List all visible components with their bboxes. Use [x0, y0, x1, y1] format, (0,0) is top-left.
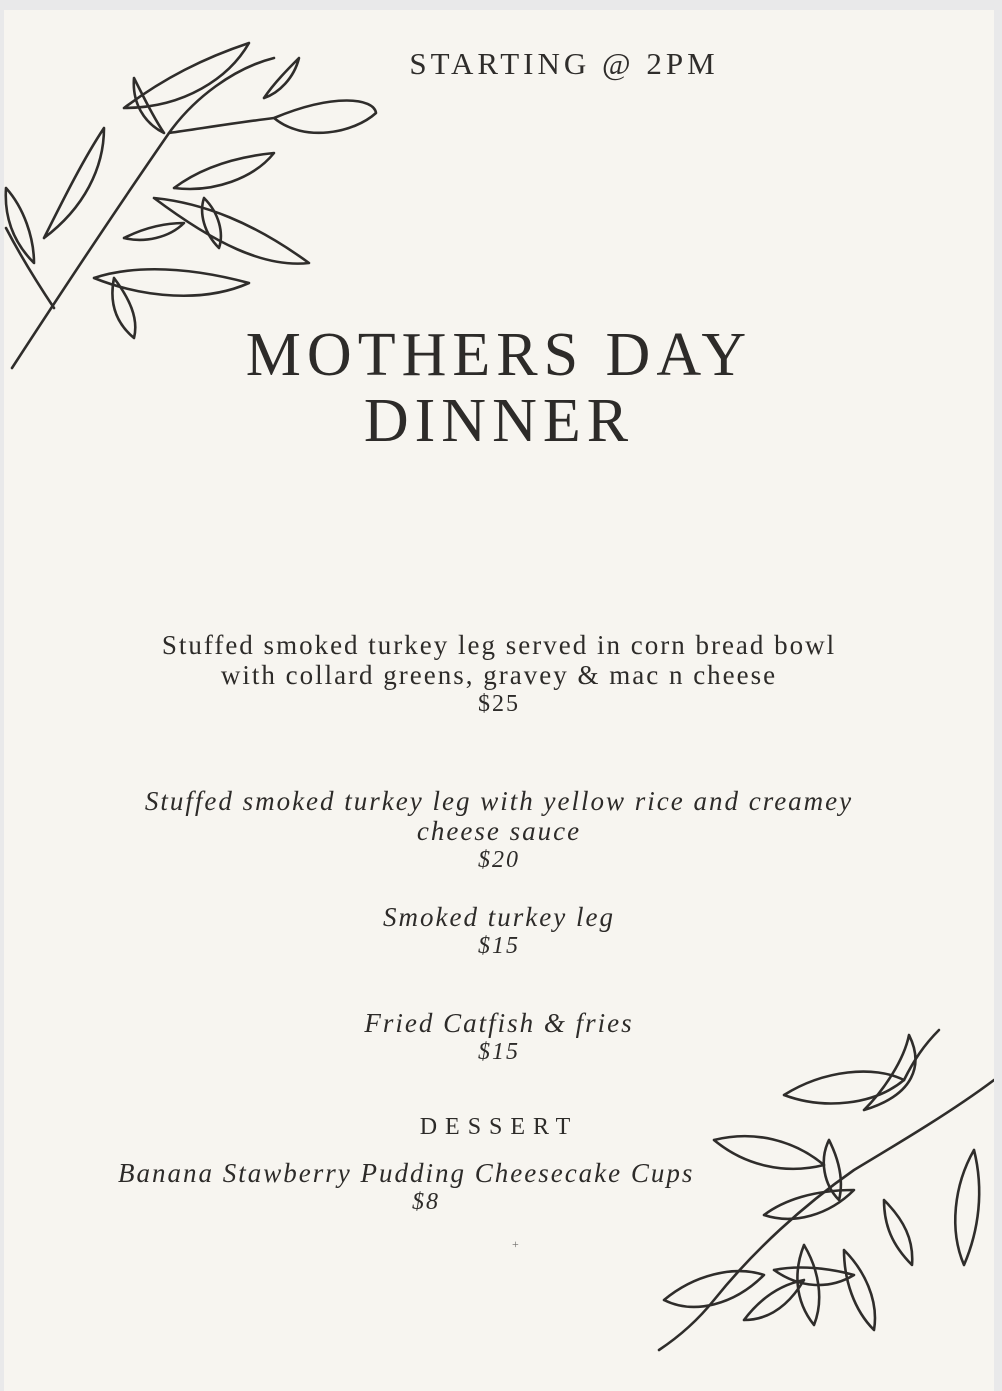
- dessert-item: [4, 1158, 994, 1216]
- menu-page: [4, 10, 994, 1391]
- menu-item-price: $20: [478, 847, 520, 873]
- menu-item: [4, 1008, 994, 1066]
- menu-item-price: $25: [478, 691, 520, 717]
- dessert-item-name: Banana Stawberry Pudding Cheesecake Cups: [118, 1158, 695, 1188]
- page-title: [4, 322, 994, 454]
- menu-item: [4, 630, 994, 718]
- menu-item: [4, 786, 994, 874]
- start-time: STARTING @ 2PM: [409, 46, 719, 81]
- menu-item-price: $15: [478, 1039, 520, 1065]
- menu-item-name: Smoked turkey leg: [383, 902, 615, 932]
- decorative-mark: +: [512, 1237, 519, 1251]
- menu-item-name: Fried Catfish & fries: [364, 1008, 634, 1038]
- dessert-item-price: $8: [412, 1189, 440, 1215]
- menu-item-name: with collard greens, gravey & mac n cheese: [220, 660, 778, 690]
- menu-item: [4, 902, 994, 960]
- menu-item-name: Stuffed smoked turkey leg with yellow rice and creamey: [144, 786, 854, 816]
- title-line-2: DINNER: [363, 387, 635, 455]
- menu-item-name: Stuffed smoked turkey leg served in corn bread bowl: [161, 630, 837, 660]
- menu-item-name: cheese sauce: [416, 816, 582, 846]
- title-line-1: MOTHERS DAY: [245, 321, 753, 389]
- menu-item-price: $15: [478, 933, 520, 959]
- dessert-heading: DESSERT: [419, 1114, 579, 1140]
